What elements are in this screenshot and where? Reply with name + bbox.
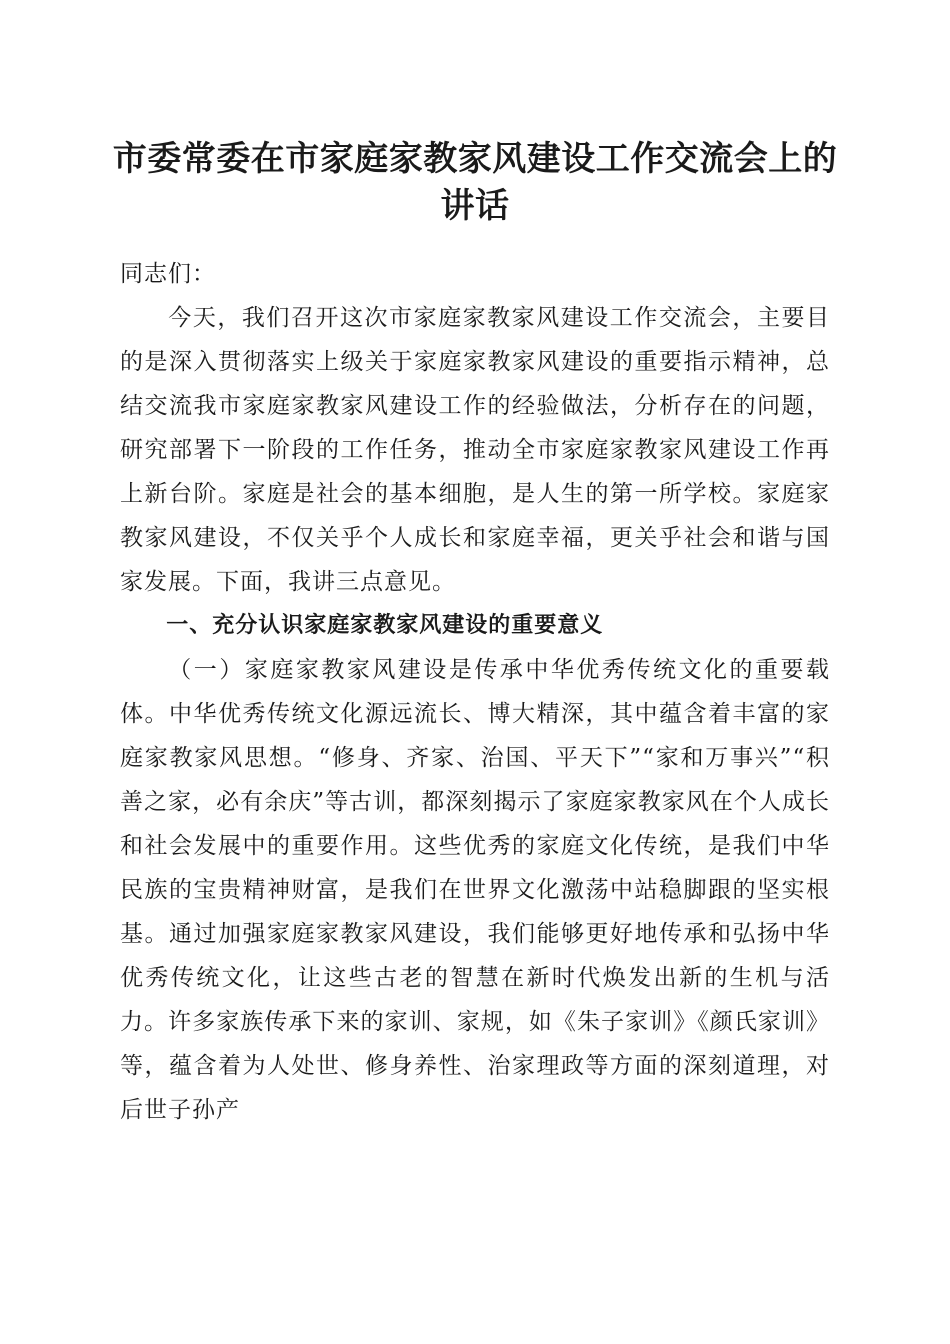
- subsection-heading-1: （一）家庭家教家风建设是传承中华优秀传统文化的重要载体。: [120, 657, 830, 727]
- document-title: 市委常委在市家庭家教家风建设工作交流会上的讲话: [112, 139, 838, 226]
- intro-paragraph: 今天，我们召开这次市家庭家教家风建设工作交流会，主要目的是深入贯彻落实上级关于家庭家教家风建设的重要指示精神，总结交流我市家庭家教家风建设工作的经验做法，分析存在的问题，研究部署下一阶段的工作任务，推动全市家庭家教家风建设工作再上新台阶。家庭是社会的基本细胞，是人生的第一所学校。家庭家教家风建设，不仅关乎个人成长和家庭幸福，更关乎社会和谐与国家发展。下面，我讲三点意见。: [120, 305, 830, 595]
- subsection-paragraph-1: [120, 648, 830, 1132]
- section-heading-1: 一、充分认识家庭家教家风建设的重要意义: [166, 613, 604, 638]
- salutation: 同志们：: [120, 261, 216, 287]
- document-body: [120, 252, 830, 1132]
- subsection-text-1: 中华优秀传统文化源远流长、博大精深，其中蕴含着丰富的家庭家教家风思想。“修身、齐家、治国、平天下”“家和万事兴”“积善之家，必有余庆”等古训，都深刻揭示了家庭家教家风在个人成长和社会发展中的重要作用。这些优秀的家庭文化传统，是我们中华民族的宝贵精神财富，是我们在世界文化激荡中站稳脚跟的坚实根基。通过加强家庭家教家风建设，我们能够更好地传承和弘扬中华优秀传统文化，让这些古老的智慧在新时代焕发出新的生机与活力。许多家族传承下来的家训、家规，如《朱子家训》《颜氏家训》等，蕴含着为人处世、修身养性、治家理政等方面的深刻道理，对后世子孙产: [120, 701, 830, 1123]
